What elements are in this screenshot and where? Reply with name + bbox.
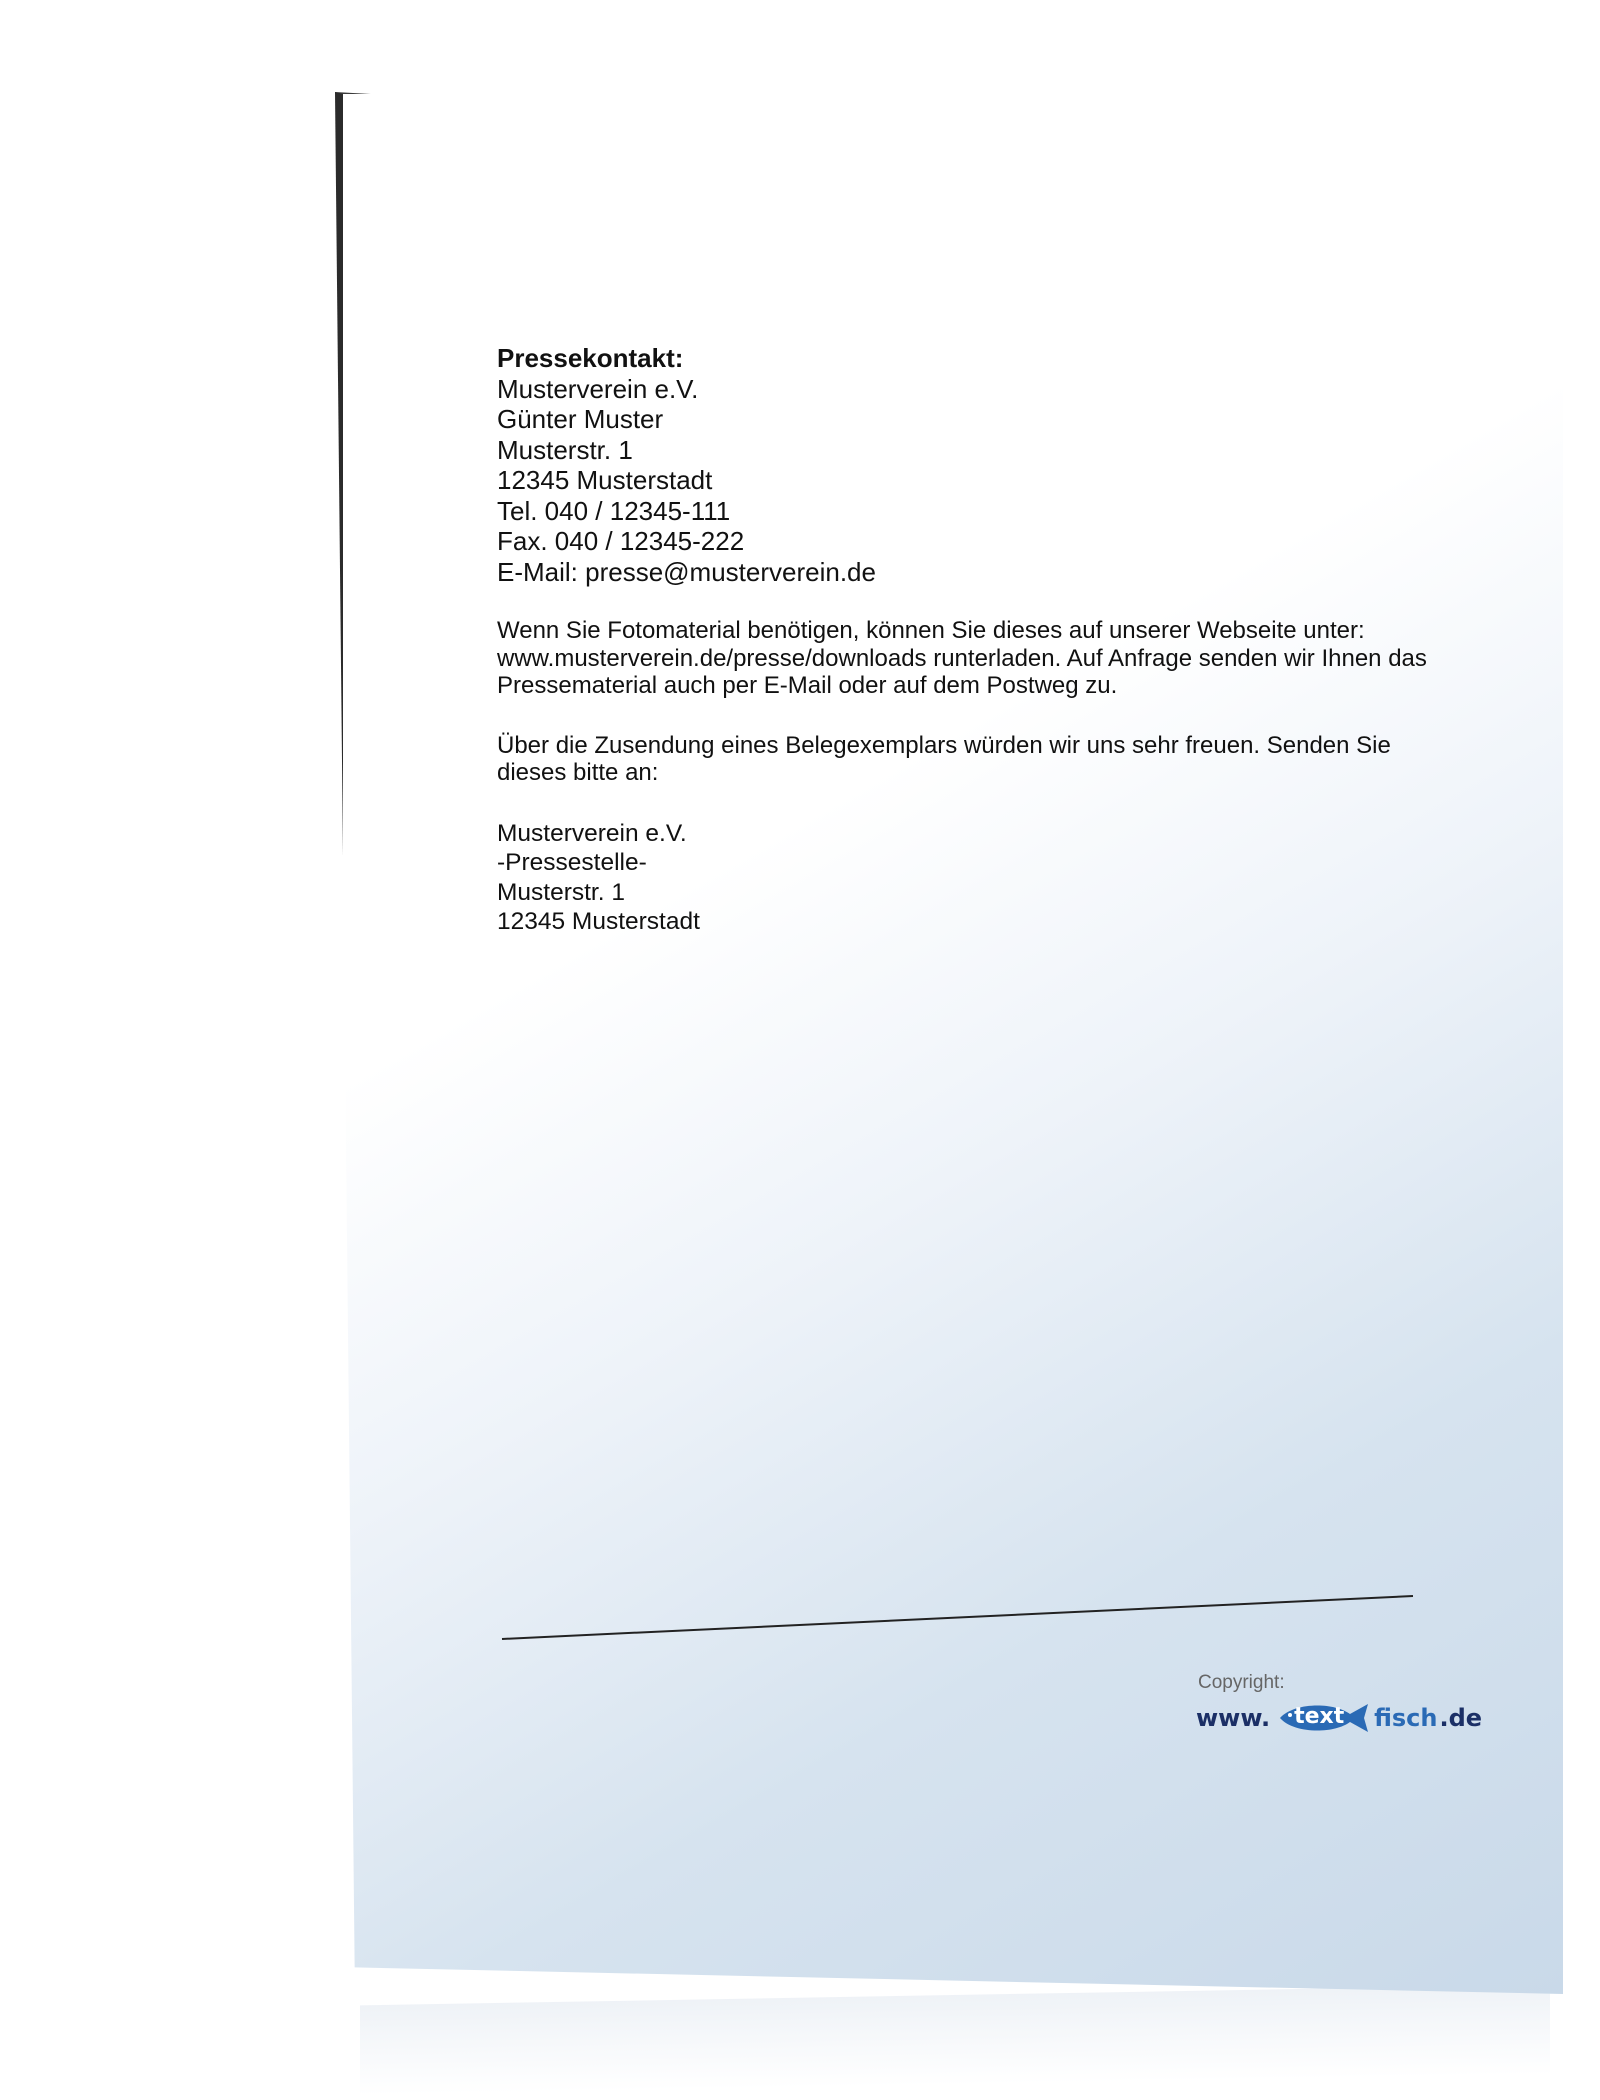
press-contact-block: [497, 343, 1427, 587]
contact-line-name: Günter Muster: [497, 404, 664, 434]
paragraph-line: Wenn Sie Fotomaterial benötigen, können Sie dieses auf unserer Webseite unter:: [497, 617, 1365, 644]
address-line-street: Musterstr. 1: [497, 878, 625, 906]
address-line-department: -Pressestelle-: [497, 849, 647, 876]
logo-text: text: [1294, 1704, 1345, 1729]
contact-line-street: Musterstr. 1: [497, 434, 633, 465]
contact-line-organization: Musterverein e.V.: [497, 373, 699, 404]
photo-material-paragraph: [497, 617, 1427, 700]
paragraph-line: www.musterverein.de/presse/downloads runterladen. Auf Anfrage senden wir Ihnen das: [497, 644, 1427, 672]
paragraph-line: Über die Zusendung eines Belegexemplars würden wir uns sehr freuen. Senden Sie: [497, 731, 1391, 759]
contact-line-city: 12345 Musterstadt: [497, 465, 713, 495]
specimen-copy-paragraph: [497, 732, 1427, 787]
logo-domain: .de: [1439, 1704, 1483, 1732]
paragraph-line: Pressematerial auch per E-Mail oder auf dem Postweg zu.: [497, 672, 1118, 699]
send-address-block: [497, 819, 1427, 937]
fish-icon: [1272, 1700, 1372, 1736]
logo-www: www.: [1196, 1704, 1271, 1732]
logo-fisch: fisch: [1374, 1704, 1438, 1732]
page-content: [497, 343, 1427, 937]
contact-line-email: E-Mail: presse@musterverein.de: [497, 556, 876, 587]
address-line-city: 12345 Musterstadt: [497, 908, 700, 935]
page-reflection: [360, 1985, 1550, 2096]
contact-line-fax: Fax. 040 / 12345-222: [497, 526, 745, 556]
copyright-label: Copyright:: [1198, 1672, 1285, 1693]
textfisch-logo: [1196, 1700, 1482, 1736]
address-line-organization: Musterverein e.V.: [497, 819, 687, 847]
contact-line-phone: Tel. 040 / 12345-111: [497, 495, 731, 526]
press-contact-heading: Pressekontakt:: [497, 343, 684, 373]
paragraph-line: dieses bitte an:: [497, 759, 659, 786]
